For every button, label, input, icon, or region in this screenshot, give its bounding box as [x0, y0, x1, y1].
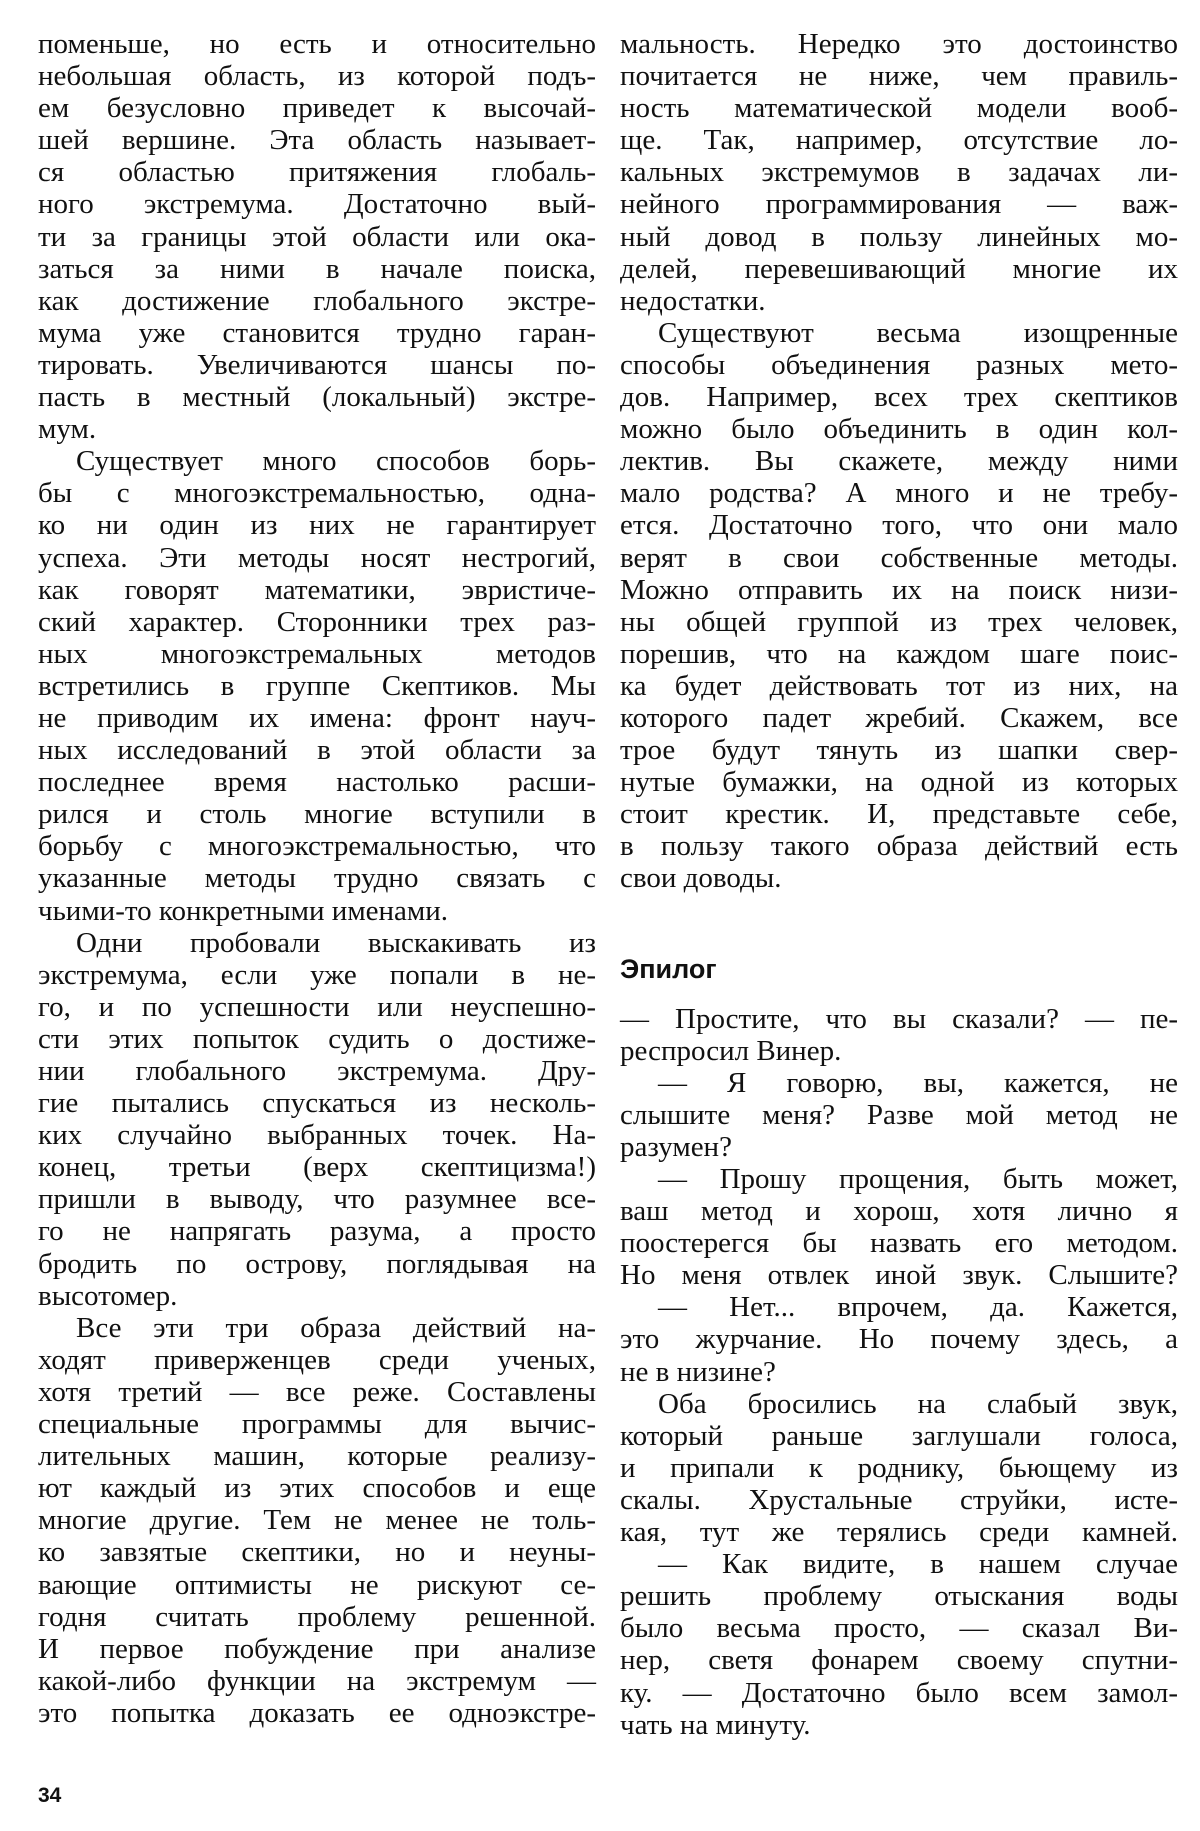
text-line: не приводим их имена: фронт науч-: [38, 701, 596, 734]
text-line: и припали к роднику, бьющему из: [620, 1451, 1178, 1484]
text-line: ходят приверженцев среди ученых,: [38, 1343, 596, 1376]
text-line: Оба бросились на слабый звук,: [658, 1387, 1178, 1420]
text-line: мальность. Нередко это достоинство: [620, 28, 1178, 60]
text-line: разумен?: [620, 1130, 732, 1163]
text-line: стоит крестик. И, представьте себе,: [620, 798, 1178, 831]
text-line: многие другие. Тем не менее не толь-: [38, 1504, 596, 1537]
text-line: было весьма просто, — сказал Ви-: [620, 1612, 1178, 1645]
text-line: ют каждый из этих способов и еще: [38, 1472, 596, 1505]
text-line: нер, светя фонарем своему спутни-: [620, 1644, 1178, 1677]
text-line: как говорят математики, эвристиче-: [38, 573, 596, 606]
text-line: мало родства? А много и не требу-: [620, 477, 1178, 510]
section-gap: [620, 895, 1178, 949]
text-line: — Нет... впрочем, да. Кажется,: [658, 1291, 1178, 1324]
text-line: дов. Например, всех трех скептиков: [620, 381, 1178, 414]
text-line: ку. — Достаточно было всем замол-: [620, 1676, 1178, 1709]
text-line: ных многоэкстремальных методов: [38, 637, 596, 670]
text-line: ность математической модели вооб-: [620, 92, 1178, 125]
text-line: бродить по острову, поглядывая на: [38, 1247, 596, 1280]
text-line: мума уже становится трудно гаран-: [38, 316, 596, 349]
text-line: И первое побуждение при анализе: [38, 1632, 596, 1665]
text-line: ких случайно выбранных точек. На-: [38, 1119, 596, 1152]
text-line: решить проблему отыскания воды: [620, 1580, 1178, 1613]
text-line: ко завзятые скептики, но и неуны-: [38, 1536, 596, 1569]
text-line: нии глобального экстремума. Дру-: [38, 1055, 596, 1087]
text-line: шей вершине. Эта область называет-: [38, 124, 596, 157]
text-line: какой-либо функции на экстремум —: [38, 1664, 596, 1697]
text-line: Существует много способов борь-: [76, 445, 596, 478]
text-line: нутые бумажки, на одной из которых: [620, 766, 1178, 799]
text-line: ка будет действовать тот из них, на: [620, 669, 1178, 702]
text-line: ще. Так, например, отсутствие ло-: [620, 124, 1178, 157]
text-line: поменьше, но есть и относительно: [38, 28, 596, 60]
text-line: — Простите, что вы сказали? — пе-: [620, 1002, 1178, 1035]
text-line: который раньше заглушали голоса,: [620, 1419, 1178, 1452]
text-line: ко ни один из них не гарантирует: [38, 509, 596, 542]
text-line: порешив, что на каждом шаге поис-: [620, 637, 1178, 670]
text-line: борьбу с многоэкстремальностью, что: [38, 830, 596, 863]
text-line: лектив. Вы скажете, между ними: [620, 445, 1178, 478]
text-line: нейного программирования — важ-: [620, 188, 1178, 221]
text-line: Можно отправить их на поиск низи-: [620, 573, 1178, 606]
text-line: ный довод в пользу линейных мо-: [620, 220, 1178, 253]
left-column: [38, 28, 596, 1729]
text-line: ти за границы этой области или ока-: [38, 220, 596, 253]
text-line: это попытка доказать ее одноэкстре-: [38, 1696, 596, 1729]
text-line: трое будут тянуть из шапки свер-: [620, 734, 1178, 767]
text-line: тировать. Увеличиваются шансы по-: [38, 348, 596, 381]
text-line: — Как видите, в нашем случае: [658, 1548, 1178, 1581]
text-line: Одни пробовали выскакивать из: [76, 926, 596, 959]
text-line: ваш метод и хорош, хотя лично я: [620, 1195, 1178, 1228]
text-line: респросил Винер.: [620, 1034, 842, 1067]
text-line: специальные программы для вычис-: [38, 1408, 596, 1441]
text-line: годня считать проблему решенной.: [38, 1600, 596, 1633]
text-line: Но меня отвлек иной звук. Слышите?: [620, 1259, 1178, 1292]
right-column: [620, 28, 1178, 1741]
text-line: небольшая область, из которой подъ-: [38, 60, 596, 93]
heading-gap: [620, 989, 1178, 1003]
text-line: — Прошу прощения, быть может,: [658, 1163, 1178, 1195]
text-line: кальных экстремумов в задачах ли-: [620, 156, 1178, 189]
text-line: конец, третьи (верх скептицизма!): [38, 1151, 596, 1184]
text-line: Существуют весьма изощренные: [658, 316, 1178, 349]
text-line: ется. Достаточно того, что они мало: [620, 509, 1178, 542]
text-line: ем безусловно приведет к высочай-: [38, 92, 596, 125]
text-line: чьими-то конкретными именами.: [38, 894, 449, 927]
text-line: гие пытались спускаться из несколь-: [38, 1087, 596, 1120]
text-line: хотя третий — все реже. Составлены: [38, 1375, 596, 1408]
text-line: указанные методы трудно связать с: [38, 862, 596, 895]
page-number: 34: [38, 1784, 62, 1807]
text-line: не в низине?: [620, 1355, 776, 1388]
text-line: ский характер. Сторонники трех раз-: [38, 605, 596, 638]
text-line: встретились в группе Скептиков. Мы: [38, 669, 596, 702]
text-line: ны общей группой из трех человек,: [620, 605, 1178, 638]
text-line: в пользу такого образа действий есть: [620, 830, 1178, 863]
text-line: пасть в местный (локальный) экстре-: [38, 381, 596, 414]
text-line: способы объединения разных мето-: [620, 348, 1178, 381]
text-line: го не напрягать разума, а просто: [38, 1215, 596, 1248]
text-line: высотомер.: [38, 1279, 178, 1312]
text-line: сти этих попыток судить о достиже-: [38, 1022, 596, 1055]
text-line: бы с многоэкстремальностью, одна-: [38, 477, 596, 510]
text-line: лительных машин, которые реализу-: [38, 1440, 596, 1473]
text-line: — Я говорю, вы, кажется, не: [658, 1066, 1178, 1099]
text-line: почитается не ниже, чем правиль-: [620, 60, 1178, 93]
section-heading: Эпилог: [620, 953, 717, 984]
text-line: ных исследований в этой области за: [38, 734, 596, 767]
text-line: ного экстремума. Достаточно вый-: [38, 188, 596, 221]
text-line: можно было объединить в один кол-: [620, 413, 1178, 446]
text-line: вающие оптимисты не рискуют се-: [38, 1568, 596, 1601]
text-line: как достижение глобального экстре-: [38, 284, 596, 317]
text-line: делей, перевешивающий многие их: [620, 252, 1178, 285]
text-line: свои доводы.: [620, 862, 782, 895]
text-line: которого падет жребий. Скажем, все: [620, 701, 1178, 734]
text-line: рился и столь многие вступили в: [38, 798, 596, 831]
text-line: го, и по успешности или неуспешно-: [38, 990, 596, 1023]
text-line: пришли в выводу, что разумнее все-: [38, 1183, 596, 1216]
text-line: это журчание. Но почему здесь, а: [620, 1323, 1178, 1356]
text-line: слышите меня? Разве мой метод не: [620, 1098, 1178, 1131]
text-line: успеха. Эти методы носят нестрогий,: [38, 541, 596, 574]
text-line: заться за ними в начале поиска,: [38, 252, 596, 285]
text-line: последнее время настолько расши-: [38, 766, 596, 799]
text-line: мум.: [38, 413, 97, 446]
text-line: Все эти три образа действий на-: [76, 1311, 596, 1344]
text-line: поостерегся бы назвать его методом.: [620, 1227, 1178, 1260]
text-line: недостатки.: [620, 284, 766, 317]
text-line: скалы. Хрустальные струйки, исте-: [620, 1483, 1178, 1516]
text-line: ся областью притяжения глобаль-: [38, 156, 596, 189]
text-line: кая, тут же терялись среди камней.: [620, 1516, 1178, 1549]
text-line: верят в свои собственные методы.: [620, 541, 1178, 574]
text-line: экстремума, если уже попали в не-: [38, 958, 596, 991]
text-line: чать на минуту.: [620, 1708, 811, 1741]
